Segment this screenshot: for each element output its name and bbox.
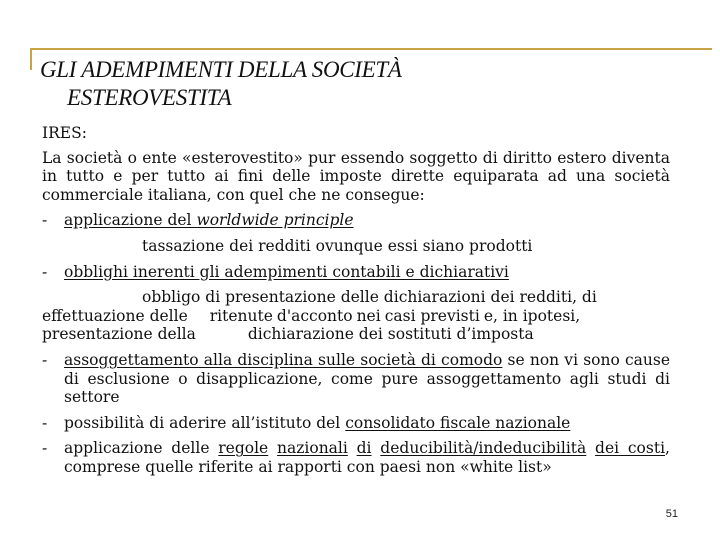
item2-subtext-line2 [42, 307, 670, 326]
item1-text: applicazione del [64, 211, 197, 230]
item5-nazionali: nazionali [277, 439, 348, 458]
item5-deducibilita: deducibilità/indeducibilità [380, 439, 587, 458]
page-number: 51 [665, 508, 678, 520]
item2-line2-part-e: casi previsti [384, 306, 480, 325]
list-item-comodo [42, 351, 670, 407]
bullet-dash: - [42, 413, 48, 432]
item2-line3-part-a: presentazione della [42, 325, 196, 344]
item4-text: possibilità di aderire all’istituto del [64, 413, 346, 432]
item5-di: di [356, 439, 372, 458]
list-item-obblighi [42, 263, 670, 282]
item2-line2-part-a: effettuazione delle [42, 306, 188, 325]
item2-line3-part-b: dichiarazione dei sostituti d’imposta [247, 325, 534, 344]
intro-paragraph: La società o ente «esterovestito» pur essendo soggetto di diritto estero diventa in tutto e per tutto ai fini delle imposte dirette equiparata ad una società commerciale italiana, con quel che ne consegue: [42, 148, 670, 204]
list-item-consolidato [42, 414, 670, 433]
bullet-dash: - [42, 262, 48, 281]
item5-dei-costi: dei costi [595, 439, 666, 458]
item3-rest: se non vi sono cause di esclusione o disapplicazione, come pure assoggettamento agli studi di settore [64, 350, 671, 407]
item2-label: obblighi inerenti gli adempimenti contabili e dichiarativi [64, 262, 509, 281]
bullet-dash: - [42, 211, 48, 230]
slide-frame-left-rule [30, 48, 32, 70]
item5-regole: regole [218, 439, 269, 458]
item5-part-a: applicazione delle [64, 439, 219, 458]
ires-label: IRES: [42, 124, 87, 142]
item5-part-b [268, 439, 277, 457]
item2-subtext-line1: obbligo di presentazione delle dichiarazioni dei redditi, di [142, 288, 597, 307]
bullet-dash: - [42, 350, 48, 369]
slide-title-line2: ESTEROVESTITA [67, 85, 232, 110]
list-item-deducibilita [42, 439, 670, 476]
item2-line2-part-f: e, in ipotesi, [483, 306, 581, 325]
item2-subtext-line3 [42, 325, 670, 344]
item5-part-d [372, 439, 381, 457]
slide-body [42, 124, 670, 477]
item1-subtext: tassazione dei redditi ovunque essi siano prodotti [142, 236, 533, 255]
item3-underlined: assoggettamento alla disciplina sulle società di comodo [64, 350, 503, 369]
item2-line2-part-b: ritenute [209, 306, 273, 325]
list-item-worldwide [42, 211, 670, 230]
item5-part-f: , comprese quelle riferite ai rapporti con paesi non «white list» [64, 439, 670, 476]
slide-title [40, 56, 680, 112]
item1-label [64, 211, 354, 229]
item5-part-e [586, 439, 595, 457]
item2-line2-part-d: nei [356, 306, 381, 325]
bullet-dash: - [42, 439, 48, 458]
item5-part-c [348, 439, 357, 457]
slide-frame-top-rule [30, 48, 712, 50]
item2-line2-part-c: d'acconto [276, 306, 353, 325]
item4-underlined: consolidato fiscale nazionale [345, 413, 571, 432]
slide-title-line1: GLI ADEMPIMENTI DELLA SOCIETÀ [40, 57, 402, 82]
item1-emphasis: worldwide principle [196, 211, 354, 230]
